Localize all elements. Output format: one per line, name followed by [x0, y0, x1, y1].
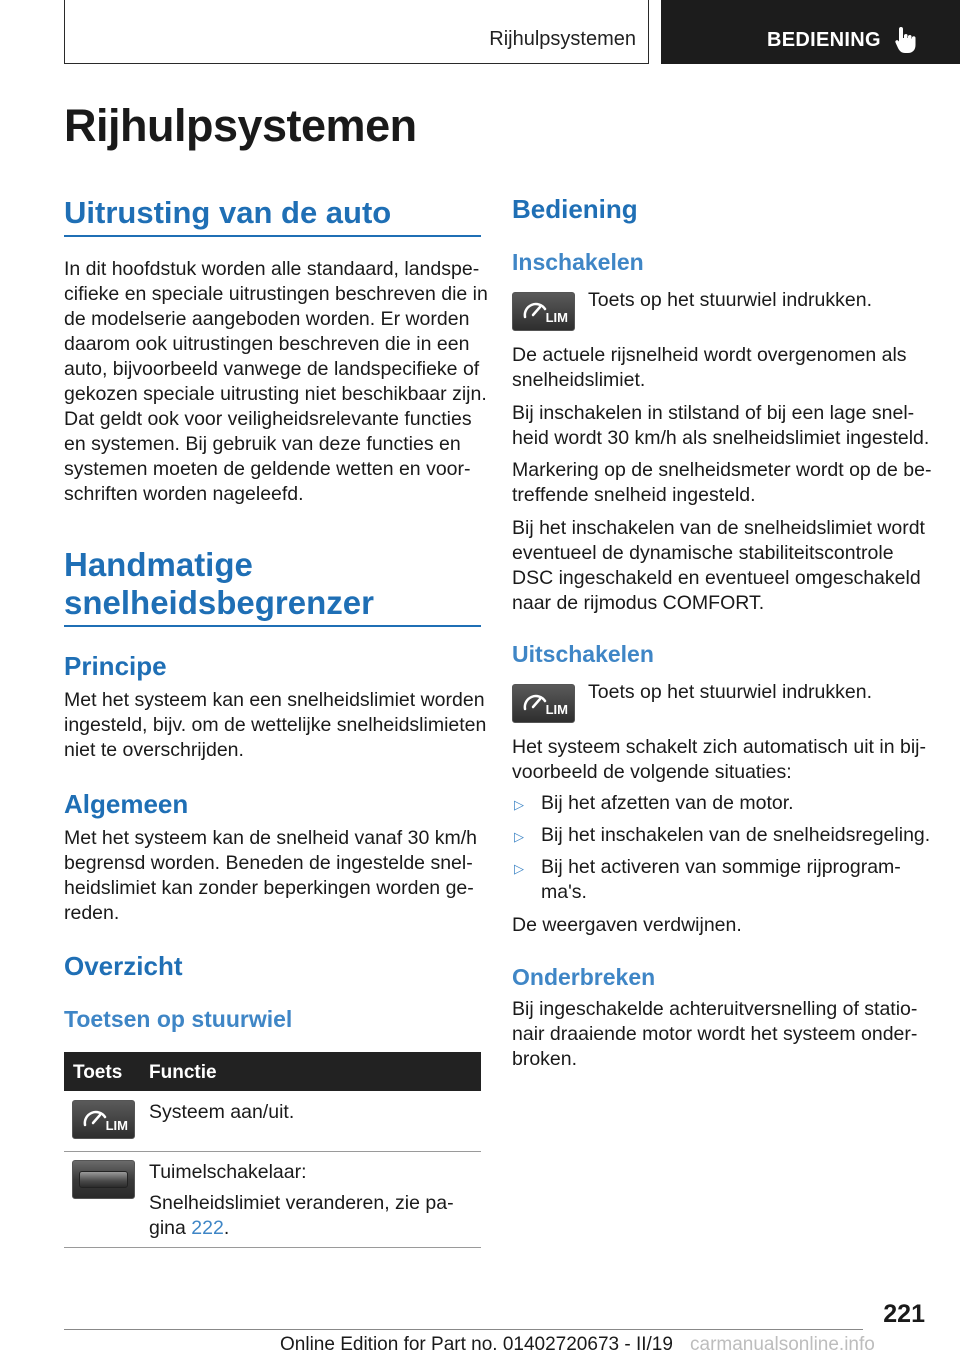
footer-watermark: carmanualsonline.info: [690, 1334, 875, 1355]
bullet-triangle-icon: ▷: [514, 797, 524, 812]
page-number: 221: [883, 1300, 925, 1328]
header-section-box: [64, 0, 649, 64]
lim-button-icon: LIM: [512, 684, 575, 723]
bullet-triangle-icon: ▷: [514, 829, 524, 844]
heading-speed-limiter: Handmatige snelheidsbegrenzer: [64, 546, 374, 621]
table-header: [64, 1052, 481, 1091]
paragraph-general: Met het systeem kan de snelheid vanaf 30 km/h begrensd worden. Beneden de ingestelde snel- heidslimiet kan zonder beperkingen worden ge- reden.: [64, 827, 477, 924]
heading-switch-on: Inschakelen: [512, 249, 644, 275]
lim-button-icon: LIM: [512, 292, 575, 331]
list-item: Bij het activeren van sommige rijprogram- ma's.: [541, 856, 901, 903]
paragraph-principle: Met het systeem kan een snelheidslimiet worden ingesteld, bijv. om de wettelijke snelheidslimieten niet te overschrijden.: [64, 689, 487, 761]
heading-interrupt: Onderbreken: [512, 964, 656, 990]
table-col-key: Toets: [73, 1062, 123, 1083]
heading-rule: [64, 235, 481, 237]
heading-principle: Principe: [64, 651, 167, 681]
header-chapter-title: BEDIENING: [767, 29, 881, 51]
table-row2-function: Tuimelschakelaar: Snelheidslimiet veranderen, zie pa- gina 222.: [149, 1161, 454, 1239]
heading-rule: [64, 625, 481, 627]
paragraph-switch-off-1: Het systeem schakelt zich automatisch uit in bij- voorbeeld de volgende situaties:: [512, 736, 926, 783]
list-item: Bij het afzetten van de motor.: [541, 792, 794, 814]
heading-steering-buttons: Toetsen op stuurwiel: [64, 1006, 293, 1032]
footer-edition: Online Edition for Part no. 01402720673 - II/19: [280, 1334, 673, 1355]
lim-button-icon: LIM: [72, 1100, 135, 1139]
hand-pointer-icon: [894, 26, 920, 54]
heading-overview: Overzicht: [64, 951, 183, 981]
paragraph-switch-on-3: Markering op de snelheidsmeter wordt op de be- treffende snelheid ingesteld.: [512, 459, 932, 506]
bullet-triangle-icon: ▷: [514, 861, 524, 876]
header-chapter-tab[interactable]: [661, 0, 960, 64]
switch-on-instruction: Toets op het stuurwiel indrukken.: [588, 289, 872, 311]
heading-general: Algemeen: [64, 789, 189, 819]
heading-switch-off: Uitschakelen: [512, 641, 654, 667]
paragraph-switch-off-2: De weergaven verdwijnen.: [512, 914, 742, 936]
paragraph-switch-on-1: De actuele rijsnelheid wordt overgenomen als snelheidslimiet.: [512, 344, 907, 391]
rocker-switch-icon: [72, 1160, 135, 1199]
header-section-title: Rijhulpsystemen: [489, 28, 636, 50]
paragraph-interrupt: Bij ingeschakelde achteruitversnelling of statio- nair draaiende motor wordt het systeem onder- broken.: [512, 998, 918, 1070]
heading-equipment: Uitrusting van de auto: [64, 195, 392, 230]
table-row-rule: [64, 1247, 481, 1248]
paragraph-switch-on-2: Bij inschakelen in stilstand of bij een lage snel- heid wordt 30 km/h als snelheidslimiet ingesteld.: [512, 402, 930, 449]
page-link-222[interactable]: 222: [191, 1217, 224, 1239]
table-row1-function: Systeem aan/uit.: [149, 1101, 295, 1123]
list-item: Bij het inschakelen van de snelheidsregeling.: [541, 824, 931, 846]
page-title: Rijhulpsystemen: [64, 100, 417, 151]
heading-operation: Bediening: [512, 194, 638, 224]
footer-rule: [64, 1329, 863, 1330]
table-col-function: Functie: [149, 1062, 217, 1083]
table-row-rule: [64, 1151, 481, 1152]
paragraph-switch-on-4: Bij het inschakelen van de snelheidslimiet wordt eventueel de dynamische stabiliteitscontrole DSC ingeschakeld en eventueel omgeschakeld naar de rijmodus COMFORT.: [512, 517, 925, 614]
paragraph-equipment: In dit hoofdstuk worden alle standaard, landspe- cifieke en speciale uitrustingen beschreven die in de modelserie aangeboden worden. Er worden daarom ook uitrustingen beschreven die in een auto, bijvoorbeeld vanwege de landspecifieke of gekozen speciale uitrusting niet beschikbaar zijn. Dat geldt ook voor veiligheidsrelevante functies en systemen. Bij gebruik van deze functies en systemen moeten de geldende wetten en voor- schriften worden nageleefd.: [64, 258, 488, 505]
switch-off-instruction: Toets op het stuurwiel indrukken.: [588, 681, 872, 703]
